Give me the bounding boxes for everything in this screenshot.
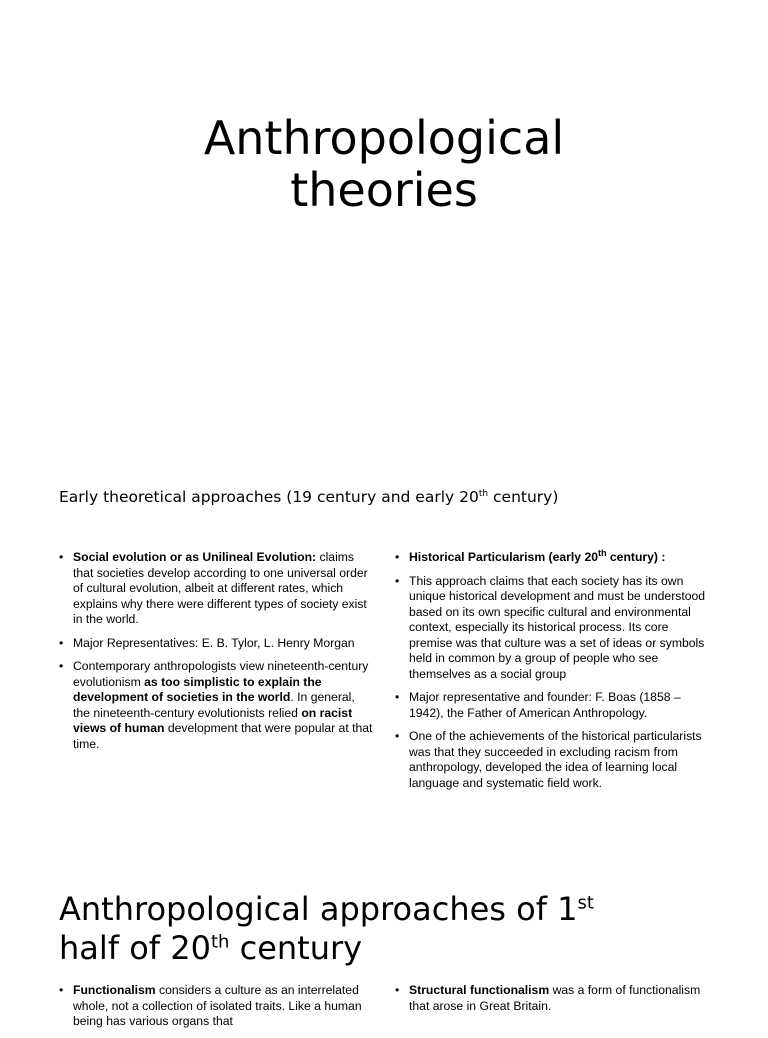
early-heading-sup: th [478, 488, 489, 499]
list-text: Contemporary anthropologists view nineteenth-century evolutionism [73, 659, 369, 689]
list-item [59, 659, 373, 752]
section-heading-sup-2: th [210, 931, 230, 953]
bullet-icon: • [395, 550, 400, 564]
definition: claims that societies develop according to one universal order of cultural evolution, albeit at different rates, which explains why there were different types of society exist in the world. [73, 550, 368, 626]
emphasis: on racist views of human [73, 705, 353, 735]
list-item [59, 636, 373, 652]
bullet-icon: • [395, 983, 400, 997]
section-heading-line-2: half of 20 [59, 929, 211, 967]
list-item [395, 547, 713, 566]
term: Social evolution or as Unilineal Evolution: [73, 550, 317, 564]
term-sup: th [598, 547, 607, 558]
left-column-list [59, 550, 373, 760]
list-text: This approach claims that each society has its own unique historical development and must be understood based on its own specific cultural and environmental context, especially its historical process. Its core premise was that culture was a set of ideas or symbols held in common by a group of people who see themselves as a social group [409, 573, 706, 681]
list-text: Major representative and founder: F. Boas (1858 – 1942), the Father of American Anthropology. [409, 690, 681, 720]
definition: was a form of functionalism that arose in Great Britain. [409, 983, 701, 1013]
term: Structural functionalism [409, 983, 550, 997]
section-heading [59, 890, 739, 968]
list-text: development that were popular at that time. [73, 721, 373, 751]
list-item [395, 983, 713, 1014]
emphasis: as too simplistic to explain the development of societies in the world [73, 674, 322, 704]
section-heading-line-1: Anthropological approaches of 1 [59, 890, 578, 928]
bullet-icon: • [59, 659, 64, 673]
early-heading-tail: century) [488, 488, 559, 506]
page-title [0, 112, 768, 216]
list-item [395, 574, 713, 683]
list-text: Major Representatives: E. B. Tylor, L. Henry Morgan [73, 635, 355, 650]
term-text: Historical Particularism (early 20 [409, 550, 599, 564]
bullet-icon: • [395, 573, 400, 588]
term [409, 547, 666, 564]
title-line-2: theories [290, 163, 478, 217]
bullet-icon: • [395, 690, 400, 704]
bottom-left-list [59, 983, 373, 1038]
list-item [395, 690, 713, 721]
bottom-right-list [395, 983, 713, 1022]
term-tail: century) : [606, 550, 666, 564]
term: Functionalism [73, 983, 156, 997]
bullet-icon: • [395, 729, 400, 743]
list-item [59, 983, 373, 1030]
early-heading-text: Early theoretical approaches (19 century and early 20 [59, 488, 479, 506]
bullet-icon: • [59, 635, 64, 650]
list-text: . In general, the nineteenth-century evolutionists relied [73, 690, 355, 720]
list-item [59, 550, 373, 628]
bullet-icon: • [59, 983, 64, 997]
definition: considers a culture as an interrelated whole, not a collection of isolated traits. Like a human being has various organs that [73, 983, 362, 1028]
list-item [395, 729, 713, 791]
early-approaches-heading [59, 486, 558, 508]
bullet-icon: • [59, 550, 64, 564]
list-text: One of the achievements of the historical particularists was that they succeeded in excluding racism from anthropology, developed the idea of learning local language and systematic field work. [409, 729, 702, 790]
title-line-1: Anthropological [203, 111, 565, 165]
section-heading-tail: century [229, 929, 363, 967]
section-heading-sup-1: st [577, 892, 594, 914]
right-column-list [395, 547, 713, 799]
